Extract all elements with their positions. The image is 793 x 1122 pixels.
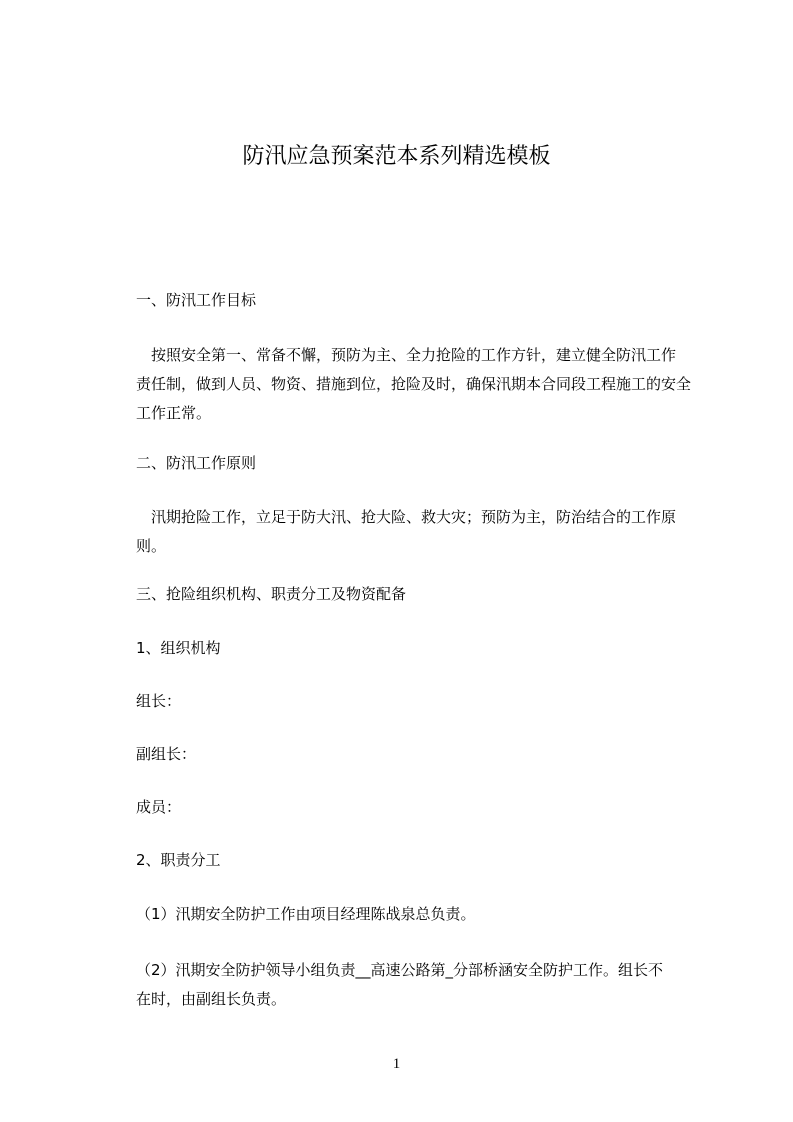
section-3-2-heading: 2、职责分工 <box>136 851 221 869</box>
page-number: 1 <box>392 1056 401 1072</box>
leader-label: 组长： <box>136 692 182 710</box>
section-2-body-line: 则。 <box>136 537 167 555</box>
section-2-heading: 二、防汛工作原则 <box>136 454 257 472</box>
document-title: 防汛应急预案范本系列精选模板 <box>242 144 551 169</box>
section-1-body-line: 责任制，做到人员、物资、措施到位，抢险及时，确保汛期本合同段工程施工的安全 <box>136 375 692 393</box>
section-1-body-line: 工作正常。 <box>136 404 212 422</box>
section-2-body-line: 汛期抢险工作，立足于防大汛、抢大险、救大灾；预防为主，防治结合的工作原 <box>136 508 677 526</box>
section-2-body <box>136 503 706 561</box>
members-label: 成员： <box>136 798 182 816</box>
section-1-body-line: 按照安全第一、常备不懈，预防为主、全力抢险的工作方针，建立健全防汛工作 <box>136 346 677 364</box>
section-3-1-heading: 1、组织机构 <box>136 639 221 657</box>
duty-item-2 <box>136 956 706 1014</box>
section-1-body <box>136 341 706 428</box>
deputy-leader-label: 副组长： <box>136 745 197 763</box>
section-1-heading: 一、防汛工作目标 <box>136 291 257 309</box>
section-3-heading: 三、抢险组织机构、职责分工及物资配备 <box>136 585 407 603</box>
duty-item-2-line: 在时，由副组长负责。 <box>136 990 287 1008</box>
duty-item-1: （1）汛期安全防护工作由项目经理陈战泉总负责。 <box>136 905 476 923</box>
duty-item-2-line: （2）汛期安全防护领导小组负责__高速公路第_分部桥涵安全防护工作。组长不 <box>136 961 664 979</box>
